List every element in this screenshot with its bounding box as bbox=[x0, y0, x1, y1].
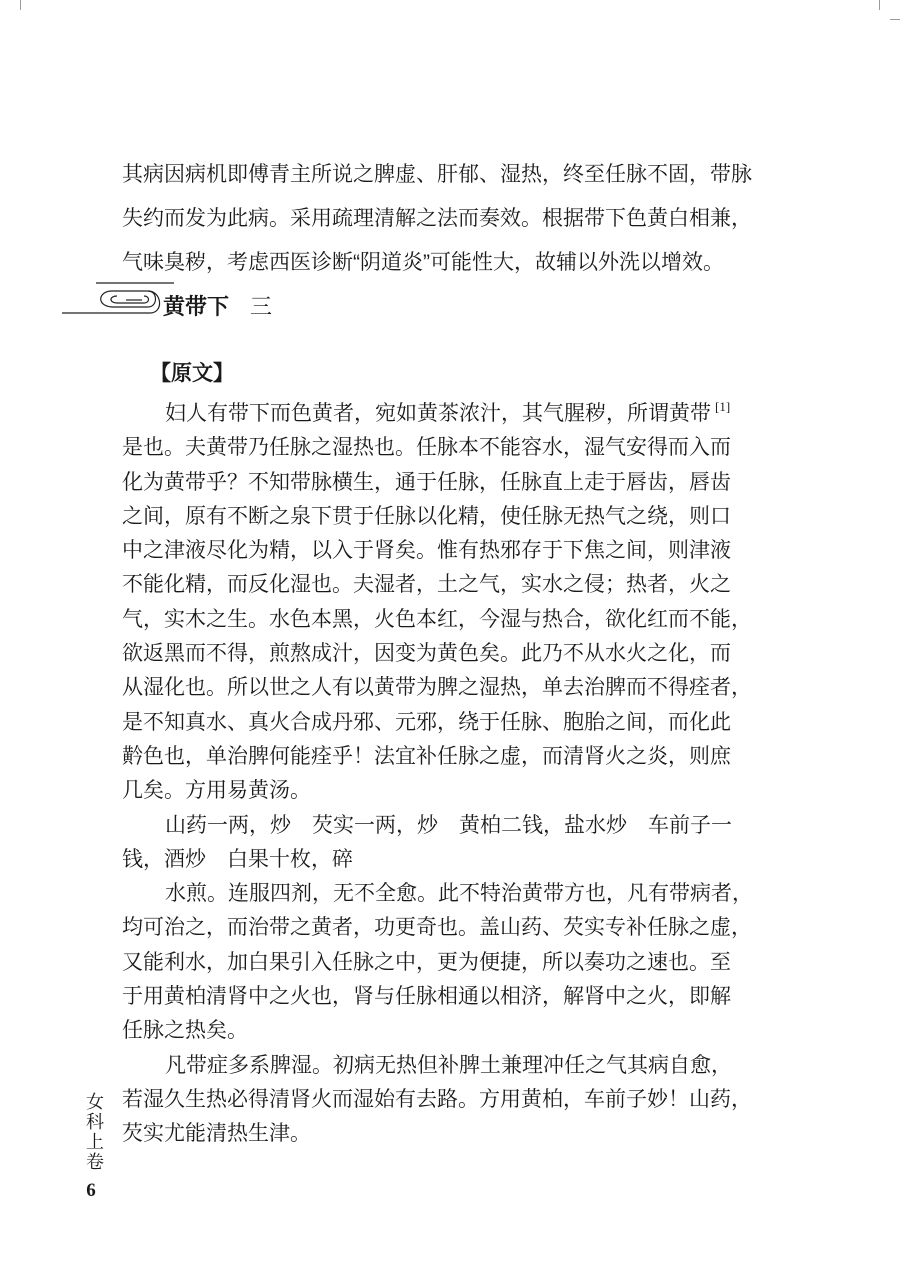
explanation-line: 均可治之，而治带之黄者，功更奇也。盖山药、芡实专补任脉之虚， bbox=[122, 915, 752, 940]
prescription-line: 山药一两，炒 芡实一两，炒 黄柏二钱，盐水炒 车前子一 bbox=[165, 812, 732, 837]
text-line: 之间，原有不断之泉下贯于任脉以化精，使任脉无热气之绕，则口 bbox=[122, 503, 731, 528]
running-head-char: 女 bbox=[86, 1092, 104, 1112]
explanation-line: 水煎。连服四剂，无不全愈。此不特治黄带方也，凡有带病者， bbox=[165, 881, 753, 906]
running-head-char: 卷 bbox=[86, 1152, 104, 1172]
text-line: 从湿化也。所以世之人有以黄带为脾之湿热，单去治脾而不得痊者， bbox=[122, 675, 752, 700]
text-line: 黅色也，单治脾何能痊乎！法宜补任脉之虚，而清肾火之炎，则庶 bbox=[122, 743, 731, 768]
intro-line: 气味臭秽，考虑西医诊断“阴道炎”可能性大，故辅以外洗以增效。 bbox=[122, 251, 724, 274]
text-line-content: 妇人有带下而色黄者，宛如黄茶浓汁，其气腥秽，所谓黄带 bbox=[165, 401, 711, 425]
section-number: 三 bbox=[250, 294, 273, 319]
crop-mark-top-left bbox=[20, 0, 21, 10]
prescription-line: 钱，酒炒 白果十枚，碎 bbox=[122, 846, 353, 871]
footnote-marker: [1] bbox=[715, 399, 731, 414]
running-head-char: 科 bbox=[86, 1112, 104, 1132]
text-line: 中之津液尽化为精，以入于肾矣。惟有热邪存于下焦之间，则津液 bbox=[122, 538, 731, 563]
page-number: 6 bbox=[86, 1180, 96, 1201]
text-line bbox=[122, 390, 782, 430]
section-heading bbox=[0, 280, 900, 340]
crop-mark-right-top bbox=[890, 19, 900, 20]
text-line: 不能化精，而反化湿也。夫湿者，土之气，实水之侵；热者，火之 bbox=[122, 572, 731, 597]
crop-mark-top-right bbox=[879, 0, 880, 10]
original-text bbox=[122, 390, 782, 1151]
text-line: 几矣。方用易黄汤。 bbox=[122, 778, 311, 803]
intro-paragraph bbox=[122, 153, 772, 285]
commentary-line: 若湿久生热必得清肾火而湿始有去路。方用黄柏，车前子妙！山药， bbox=[122, 1086, 752, 1111]
commentary-line: 芡实尤能清热生津。 bbox=[122, 1121, 311, 1146]
text-line: 气，实木之生。水色本黑，火色本红，今湿与热合，欲化红而不能， bbox=[122, 606, 752, 631]
running-head-char: 上 bbox=[86, 1132, 104, 1152]
running-head bbox=[84, 1092, 106, 1172]
explanation-line: 于用黄柏清肾中之火也，肾与任脉相通以相济，解肾中之火，即解 bbox=[122, 984, 731, 1009]
commentary-line: 凡带症多系脾湿。初病无热但补脾土兼理冲任之气其病自愈， bbox=[165, 1052, 732, 1077]
yuanwen-heading: 【原文】 bbox=[150, 362, 234, 385]
text-line: 是不知真水、真火合成丹邪、元邪，绕于任脉、胞胎之间，而化此 bbox=[122, 709, 731, 734]
section-title: 黄带下 bbox=[163, 294, 230, 319]
text-line: 欲返黑而不得，煎熬成汁，因变为黄色矣。此乃不从水火之化，而 bbox=[122, 641, 731, 666]
text-line: 是也。夫黄带乃任脉之湿热也。任脉本不能容水，湿气安得而入而 bbox=[122, 435, 731, 460]
intro-line: 其病因病机即傅青主所说之脾虚、肝郁、湿热，终至任脉不固，带脉 bbox=[122, 163, 752, 186]
text-line: 化为黄带乎？不知带脉横生，通于任脉，任脉直上走于唇齿，唇齿 bbox=[122, 469, 731, 494]
explanation-line: 又能利水，加白果引入任脉之中，更为便捷，所以奏功之速也。至 bbox=[122, 949, 731, 974]
intro-line: 失约而发为此病。采用疏理清解之法而奏效。根据带下色黄白相兼， bbox=[122, 207, 752, 230]
explanation-line: 任脉之热矣。 bbox=[122, 1018, 248, 1043]
